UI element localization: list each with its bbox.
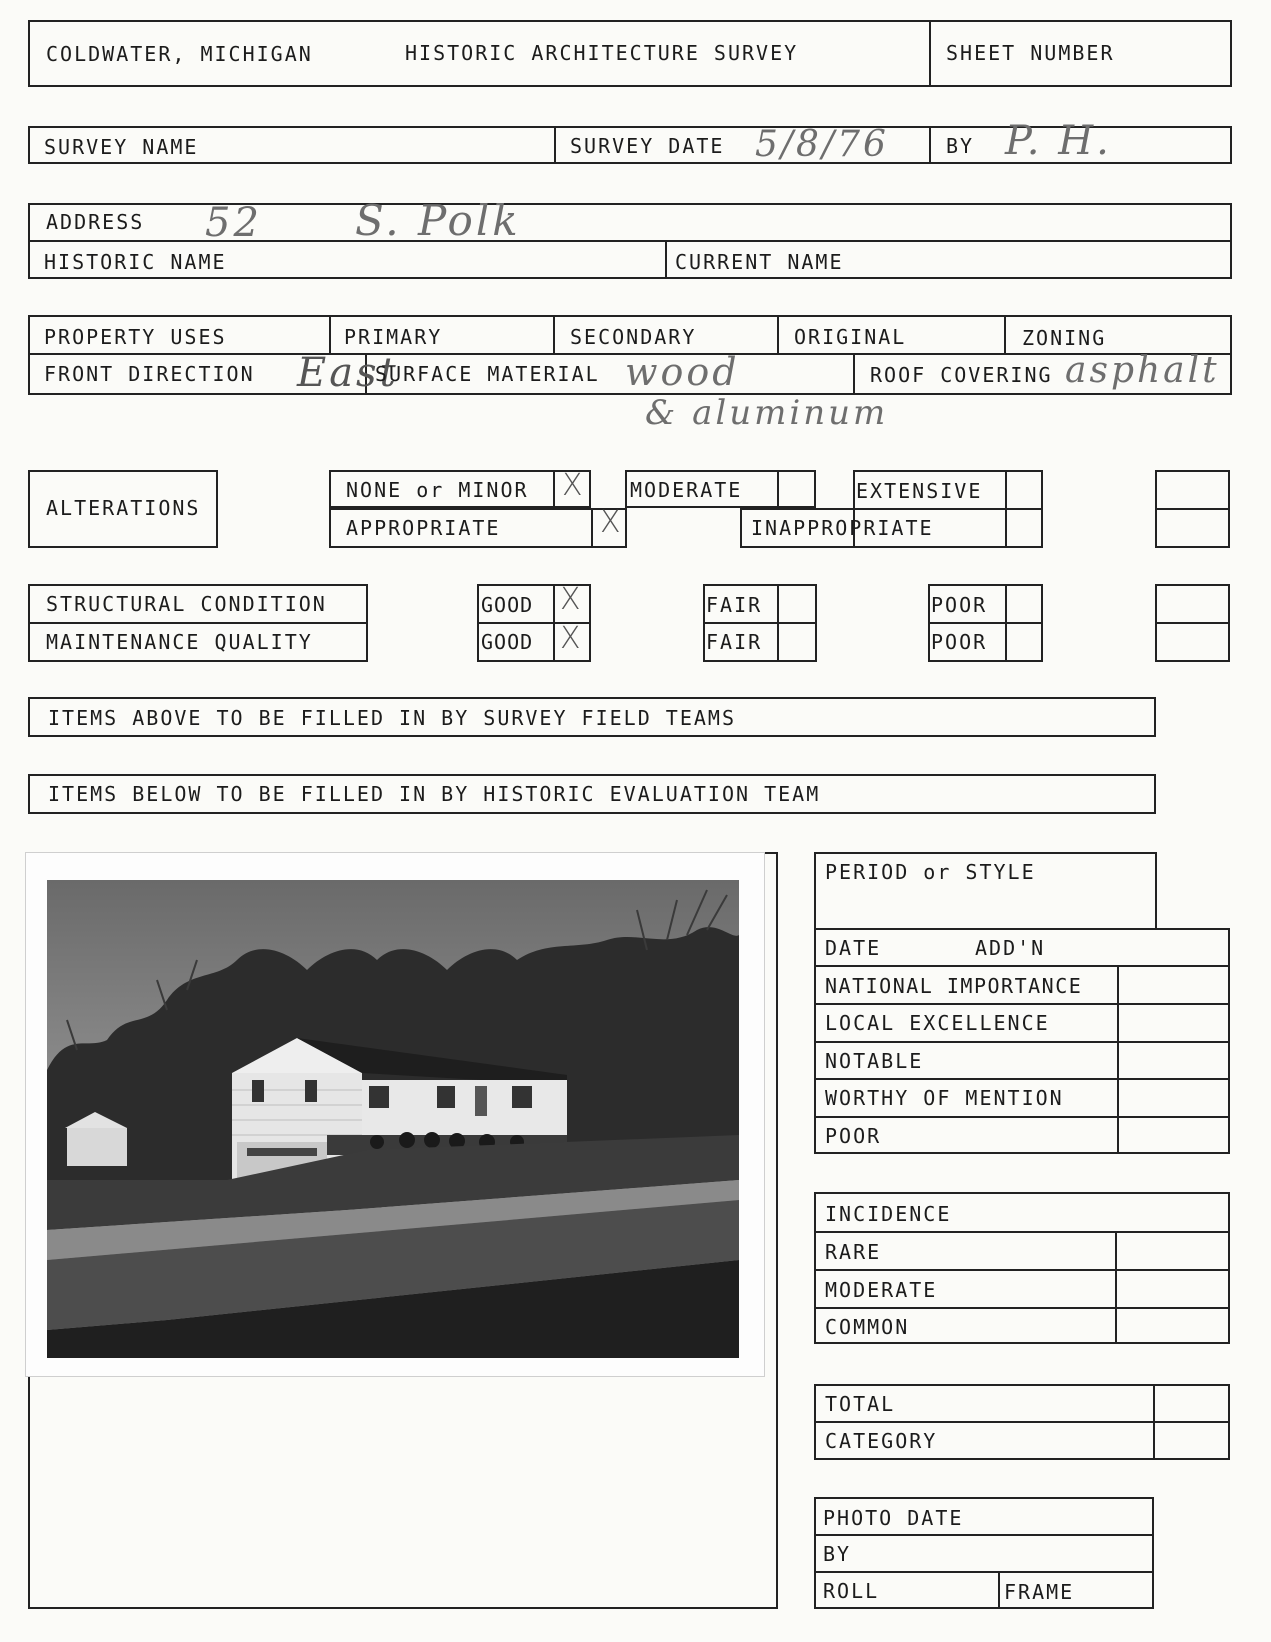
date-label: DATE (825, 936, 882, 960)
surface-material-value-2: & aluminum (645, 393, 889, 433)
sheet-number-label: SHEET NUMBER (946, 41, 1115, 65)
current-name-label: CURRENT NAME (675, 250, 844, 274)
survey-by-value: P. H. (1005, 118, 1112, 164)
roll-label: ROLL (823, 1579, 880, 1603)
front-direction-label: FRONT DIRECTION (44, 362, 255, 386)
survey-by-label: BY (946, 134, 975, 158)
maintenance-fair-label: FAIR (706, 630, 763, 654)
local-excellence-label: LOCAL EXCELLENCE (825, 1011, 1050, 1035)
alterations-label: ALTERATIONS (46, 496, 201, 520)
maintenance-quality-label: MAINTENANCE QUALITY (46, 630, 313, 654)
property-uses-label: PROPERTY USES (44, 325, 227, 349)
national-importance-label: NATIONAL IMPORTANCE (825, 974, 1083, 998)
alt-none-minor-label: NONE or MINOR (346, 478, 529, 502)
front-direction-value: East (297, 350, 399, 396)
maintenance-poor-label: POOR (931, 630, 988, 654)
frame-label: FRAME (1004, 1580, 1075, 1604)
incidence-moderate-label: MODERATE (825, 1278, 938, 1302)
maintenance-good-label: GOOD (481, 630, 534, 654)
surface-material-value-1: wood (625, 350, 740, 394)
header-title: HISTORIC ARCHITECTURE SURVEY (405, 41, 799, 65)
total-label: TOTAL (825, 1392, 896, 1416)
house-photo (47, 880, 739, 1358)
survey-name-label: SURVEY NAME (44, 135, 199, 159)
notable-label: NOTABLE (825, 1049, 924, 1073)
roof-covering-value: asphalt (1065, 350, 1220, 391)
structural-good-label: GOOD (481, 593, 534, 617)
address-number: 52 (205, 200, 262, 246)
primary-label: PRIMARY (344, 325, 443, 349)
structural-good-mark: X (560, 582, 581, 617)
common-label: COMMON (825, 1315, 910, 1339)
worthy-of-mention-label: WORTHY OF MENTION (825, 1086, 1064, 1110)
structural-poor-label: POOR (931, 593, 988, 617)
surface-material-label: SURFACE MATERIAL (375, 362, 600, 386)
category-label: CATEGORY (825, 1429, 938, 1453)
note-below: ITEMS BELOW TO BE FILLED IN BY HISTORIC EVALUATION TEAM (48, 782, 821, 806)
original-label: ORIGINAL (794, 325, 907, 349)
structural-condition-label: STRUCTURAL CONDITION (46, 592, 327, 616)
period-style-label: PERIOD or STYLE (825, 860, 1036, 884)
survey-date-value: 5/8/76 (755, 124, 889, 165)
structural-fair-label: FAIR (706, 593, 763, 617)
note-above: ITEMS ABOVE TO BE FILLED IN BY SURVEY FIELD TEAMS (48, 706, 737, 730)
alt-appropriate-mark: X (600, 505, 621, 540)
maintenance-good-mark: X (560, 621, 581, 656)
alt-inappropriate-label: INAPPROPRIATE (751, 516, 934, 540)
header-city: COLDWATER, MICHIGAN (46, 42, 313, 66)
address-label: ADDRESS (46, 210, 145, 234)
rare-label: RARE (825, 1240, 882, 1264)
photo-date-label: PHOTO DATE (823, 1506, 964, 1530)
survey-date-label: SURVEY DATE (570, 134, 725, 158)
historic-name-label: HISTORIC NAME (44, 250, 227, 274)
alt-appropriate-label: APPROPRIATE (346, 516, 501, 540)
eval-poor-label: POOR (825, 1124, 882, 1148)
secondary-label: SECONDARY (570, 325, 697, 349)
photo-by-label: BY (823, 1542, 852, 1566)
incidence-label: INCIDENCE (825, 1202, 952, 1226)
alt-none-minor-mark: X (562, 468, 583, 503)
address-street: S. Polk (355, 196, 521, 245)
addn-label: ADD'N (975, 936, 1046, 960)
alt-extensive-label: EXTENSIVE (856, 479, 983, 503)
alt-moderate-label: MODERATE (630, 478, 743, 502)
roof-covering-label: ROOF COVERING (870, 363, 1053, 387)
zoning-label: ZONING (1022, 326, 1107, 350)
